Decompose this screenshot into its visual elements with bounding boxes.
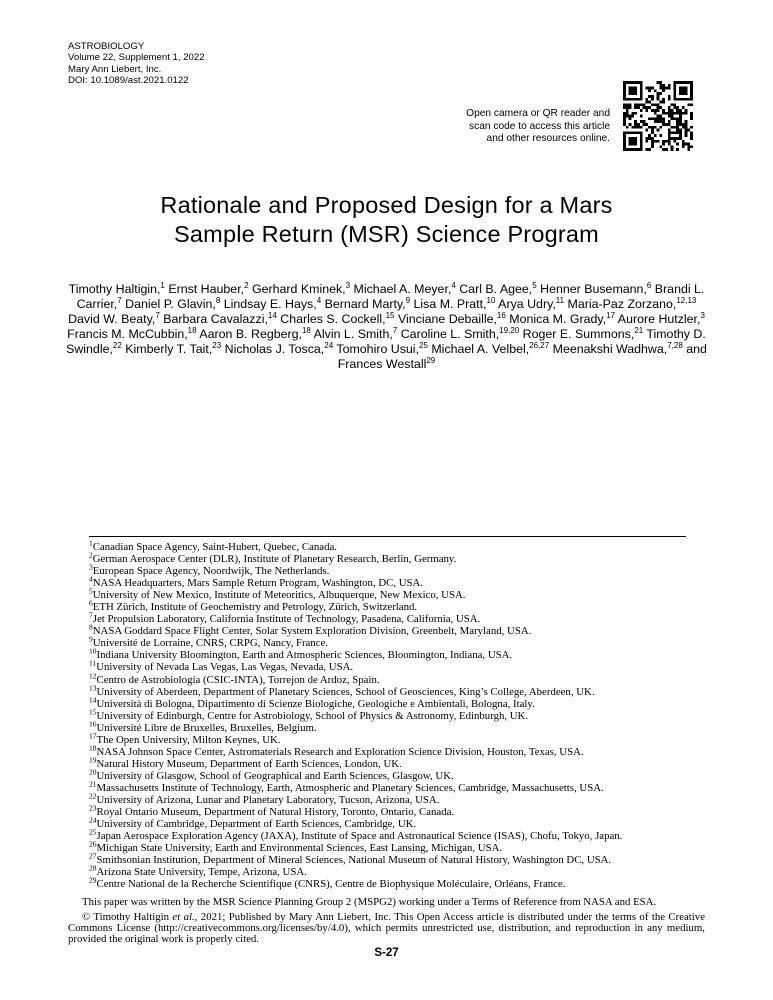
qr-caption-line: Open camera or QR reader and bbox=[466, 108, 610, 119]
affiliation-item: $^{14}$Università di Bologna, Dipartimento di Scienze Biologiche, Geologiche e Ambientali, Bologna, Italy. bbox=[89, 695, 535, 710]
affiliation-number: 8 bbox=[89, 622, 93, 632]
author-name: Roger E. Summons, bbox=[519, 327, 635, 342]
author-affiliation-ref: 16 bbox=[496, 311, 506, 321]
affiliation-number: 28 bbox=[89, 863, 97, 873]
affiliation-number: 9 bbox=[89, 634, 93, 644]
affiliation-item: $^2$German Aerospace Center (DLR), Institute of Planetary Research, Berlin, Germany. bbox=[89, 550, 457, 566]
affiliation-number: 12 bbox=[89, 670, 97, 680]
affiliation-item: $^1$Canadian Space Agency, Saint-Hubert, Quebec, Canada. bbox=[89, 538, 337, 553]
author-name: Nicholas J. Tosca, bbox=[221, 342, 325, 357]
author-affiliation-ref: 14 bbox=[267, 311, 277, 321]
author-affiliation-ref: 15 bbox=[385, 311, 395, 321]
affiliation-number: 20 bbox=[89, 767, 97, 777]
affiliation-item: $^{15}$University of Edinburgh, Centre for Astrobiology, School of Physics & Astronomy, Edinburgh, UK. bbox=[89, 707, 529, 722]
affiliation-number: 26 bbox=[89, 839, 97, 849]
affiliation-item: $^{24}$University of Cambridge, Department of Earth Sciences, Cambridge, UK. bbox=[89, 815, 417, 831]
author-name: Gerhard Kminek, bbox=[248, 282, 346, 297]
author-name: Tomohiro Usui, bbox=[333, 342, 420, 357]
author-affiliation-ref: 24 bbox=[324, 340, 334, 350]
author-affiliation-ref: 7 bbox=[117, 296, 122, 306]
page-number: S-27 bbox=[374, 947, 399, 959]
affiliation-number: 27 bbox=[89, 851, 97, 861]
author-affiliation-ref: 10 bbox=[486, 296, 496, 306]
author-name: Alvin L. Smith, bbox=[310, 327, 393, 342]
affiliation-item: $^8$NASA Goddard Space Flight Center, Solar System Exploration Division, Greenbelt, Maryland, USA. bbox=[89, 622, 532, 638]
qr-caption-line: and other resources online. bbox=[486, 133, 610, 145]
qr-caption-line: scan code to access this article bbox=[469, 120, 610, 132]
affiliation-item: $^{23}$Royal Ontario Museum, Department of Natural History, Toronto, Ontario, Canada. bbox=[89, 803, 455, 819]
author-name: Timothy D. Swindle, bbox=[66, 327, 706, 357]
author-affiliation-ref: 8 bbox=[215, 296, 221, 306]
author-name: Henner Busemann, bbox=[536, 282, 647, 297]
terms-note: This paper was written by the MSR Science Planning Group 2 (MSPG2) working under a Terms of Reference from NASA and ESA. bbox=[82, 895, 657, 908]
affiliation-number: 5 bbox=[89, 586, 93, 596]
author-name: Daniel P. Glavin, bbox=[121, 297, 216, 312]
affiliation-number: 11 bbox=[89, 658, 97, 668]
article-title-line1: Rationale and Proposed Design for a Mars bbox=[160, 192, 613, 218]
author-affiliation-ref: 17 bbox=[606, 311, 616, 321]
affiliation-number: 3 bbox=[89, 562, 93, 572]
affiliation-number: 22 bbox=[89, 791, 97, 801]
affiliation-item: $^{22}$University of Arizona, Lunar and Planetary Laboratory, Tucson, Arizona, USA. bbox=[89, 791, 440, 806]
masthead bbox=[68, 41, 205, 87]
copyright-pre: © Timothy Haltigin bbox=[82, 910, 173, 923]
publisher-name: Mary Ann Liebert, Inc. bbox=[68, 63, 162, 75]
affiliation-number: 24 bbox=[89, 815, 97, 825]
affiliation-item: $^{18}$NASA Johnson Space Center, Astromaterials Research and Exploration Science Division, Houston, Texas, USA. bbox=[89, 743, 584, 758]
author-affiliation-ref: 3 bbox=[700, 311, 705, 321]
author-affiliation-ref: 26,27 bbox=[529, 340, 550, 350]
author-affiliation-ref: 2 bbox=[244, 281, 249, 291]
author-affiliation-ref: 22 bbox=[112, 340, 122, 350]
author-name: Brandi L. Carrier, bbox=[76, 282, 705, 312]
affiliation-number: 21 bbox=[89, 779, 97, 789]
author-affiliation-ref: 4 bbox=[451, 281, 456, 291]
author-name: Aurore Hutzler, bbox=[615, 312, 701, 327]
affiliation-number: 1 bbox=[89, 538, 93, 548]
volume-info: Volume 22, Supplement 1, 2022 bbox=[68, 52, 205, 64]
author-name: Barbara Cavalazzi, bbox=[159, 312, 268, 327]
affiliation-number: 17 bbox=[89, 731, 97, 741]
author-name: Arya Udry, bbox=[495, 297, 556, 312]
author-list bbox=[63, 282, 710, 371]
affiliation-number: 19 bbox=[89, 755, 97, 765]
author-affiliation-ref: 9 bbox=[405, 296, 411, 306]
article-title-line2: Sample Return (MSR) Science Program bbox=[174, 221, 599, 247]
affiliation-number: 25 bbox=[89, 827, 97, 837]
affiliation-item: $^6$ETH Zürich, Institute of Geochemistry and Petrology, Zürich, Switzerland. bbox=[89, 598, 418, 614]
author-name: Meenakshi Wadhwa, bbox=[549, 342, 668, 357]
author-affiliation-ref: 3 bbox=[345, 281, 351, 291]
author-name: Ernst Hauber, bbox=[164, 282, 245, 297]
author-affiliation-ref: 1 bbox=[160, 281, 165, 291]
affiliation-item: $^7$Jet Propulsion Laboratory, California Institute of Technology, Pasadena, California, USA. bbox=[89, 610, 481, 626]
author-name: David W. Beaty, bbox=[68, 312, 156, 327]
copyright-note bbox=[68, 912, 705, 946]
article-title bbox=[0, 191, 773, 249]
author-affiliation-ref: 25 bbox=[419, 340, 428, 350]
author-name: Charles S. Cockell, bbox=[276, 312, 386, 327]
author-name: Caroline L. Smith, bbox=[397, 327, 500, 342]
author-affiliation-ref: 12,13 bbox=[676, 296, 697, 306]
affiliation-list bbox=[89, 538, 711, 891]
affiliation-number: 4 bbox=[89, 574, 93, 584]
affiliation-item: $^4$NASA Headquarters, Mars Sample Return Program, Washington, DC, USA. bbox=[89, 574, 424, 590]
affiliation-item: $^{13}$University of Aberdeen, Department of Planetary Sciences, School of Geosciences, King’s College, Aberdeen, UK. bbox=[89, 682, 595, 698]
author-name: Francis M. McCubbin, bbox=[67, 327, 188, 342]
affiliation-number: 15 bbox=[89, 707, 97, 717]
affiliation-item: $^{19}$Natural History Museum, Department of Earth Sciences, London, UK. bbox=[89, 755, 402, 770]
affiliation-item: $^{27}$Smithsonian Institution, Department of Mineral Sciences, National Museum of Natural History, Washington DC, USA. bbox=[89, 851, 612, 867]
affiliation-item: $^{26}$Michigan State University, Earth and Environmental Sciences, East Lansing, Michigan, USA. bbox=[89, 839, 503, 855]
author-affiliation-ref: 18 bbox=[301, 325, 311, 335]
author-affiliation-ref: 21 bbox=[634, 325, 644, 335]
author-name: Lisa M. Pratt, bbox=[410, 297, 487, 312]
affiliation-number: 10 bbox=[89, 646, 97, 656]
author-name: Aaron B. Regberg, bbox=[196, 327, 302, 342]
author-name: Maria-Paz Zorzano, bbox=[564, 297, 677, 312]
affiliation-number: 18 bbox=[89, 743, 97, 753]
affiliation-number: 14 bbox=[89, 695, 97, 705]
author-name: Kimberly T. Tait, bbox=[121, 342, 213, 357]
author-affiliation-ref: 18 bbox=[187, 325, 197, 335]
author-name: Lindsay E. Hays, bbox=[220, 297, 317, 312]
author-name: Michael A. Meyer, bbox=[350, 282, 452, 297]
affiliation-number: 2 bbox=[89, 550, 93, 560]
journal-name: ASTROBIOLOGY bbox=[68, 41, 145, 52]
author-affiliation-ref: 7 bbox=[155, 311, 160, 321]
author-affiliation-ref: 7 bbox=[392, 325, 398, 335]
qr-caption bbox=[466, 108, 610, 146]
author-name: Timothy Haltigin, bbox=[68, 282, 161, 297]
copyright-etal: et al. bbox=[172, 910, 195, 923]
affiliation-item: $^{29}$Centre National de la Recherche Scientifique (CNRS), Centre de Biophysique Moléculaire, Orléans, France. bbox=[89, 875, 566, 891]
affiliation-number: 16 bbox=[89, 719, 97, 729]
author-name: Bernard Marty, bbox=[321, 297, 406, 312]
affiliation-number: 6 bbox=[89, 598, 93, 608]
affiliation-item: $^{21}$Massachusetts Institute of Technology, Earth, Atmospheric and Planetary Sciences, Cambridge, Massachusetts, USA. bbox=[89, 779, 604, 794]
affiliation-number: 23 bbox=[89, 803, 97, 813]
affiliation-item: $^5$University of New Mexico, Institute of Meteoritics, Albuquerque, New Mexico, USA. bbox=[89, 586, 466, 602]
author-affiliation-ref: 7,28 bbox=[667, 340, 683, 350]
author-name: Vinciane Debaille, bbox=[394, 312, 497, 327]
author-name: Carl B. Agee, bbox=[455, 282, 533, 297]
author-name: Michael A. Velbel, bbox=[427, 342, 530, 357]
affiliation-item: $^9$Université de Lorraine, CNRS, CRPG, Nancy, France. bbox=[89, 634, 329, 650]
affiliation-item: $^3$European Space Agency, Noordwijk, The Netherlands. bbox=[89, 562, 330, 578]
qr-code-icon bbox=[623, 81, 693, 151]
affiliation-item: $^{16}$Université Libre de Bruxelles, Bruxelles, Belgium. bbox=[89, 719, 317, 734]
affiliation-item: $^{25}$Japan Aerospace Exploration Agency (JAXA), Institute of Space and Astronautical Science (ISAS), Chofu, Tokyo, Japan. bbox=[89, 827, 623, 843]
affiliation-item: $^{12}$Centro de Astrobiología (CSIC-INTA), Torrejon de Ardoz, Spain. bbox=[89, 670, 380, 686]
affiliation-item: $^{20}$University of Glasgow, School of Geographical and Earth Sciences, Glasgow, UK. bbox=[89, 767, 454, 782]
affiliation-number: 7 bbox=[89, 610, 93, 620]
copyright-post: , 2021; Published by Mary Ann Liebert, Inc. This Open Access article is distributed under the terms of the Creative Commons License (http://creativecommons.org/licenses/by/4.0), which permits unrestricted use, distribution, and reproduction in any medium, provided the original work is properly cited. bbox=[68, 910, 705, 946]
author-affiliation-ref: 29 bbox=[426, 355, 436, 365]
author-affiliation-ref: 23 bbox=[212, 340, 222, 350]
author-affiliation-ref: 19,20 bbox=[499, 325, 520, 335]
author-affiliation-ref: 6 bbox=[646, 281, 652, 291]
affiliation-item: $^{10}$Indiana University Bloomington, Earth and Atmospheric Sciences, Bloomington, Indiana, USA. bbox=[89, 646, 513, 662]
affiliation-number: 13 bbox=[89, 682, 97, 692]
author-affiliation-ref: 4 bbox=[316, 296, 322, 306]
affiliation-number: 29 bbox=[89, 875, 97, 885]
affiliation-item: $^{17}$The Open University, Milton Keynes, UK. bbox=[89, 731, 281, 746]
footnote-divider bbox=[89, 536, 686, 537]
author-name: and Frances Westall bbox=[337, 342, 707, 371]
author-affiliation-ref: 5 bbox=[532, 281, 537, 291]
affiliation-item: $^{28}$Arizona State University, Tempe, Arizona, USA. bbox=[89, 863, 307, 879]
author-name: Monica M. Grady, bbox=[505, 312, 607, 327]
author-affiliation-ref: 11 bbox=[555, 296, 565, 306]
doi: DOI: 10.1089/ast.2021.0122 bbox=[68, 75, 189, 87]
affiliation-item: $^{11}$University of Nevada Las Vegas, Las Vegas, Nevada, USA. bbox=[89, 658, 354, 674]
